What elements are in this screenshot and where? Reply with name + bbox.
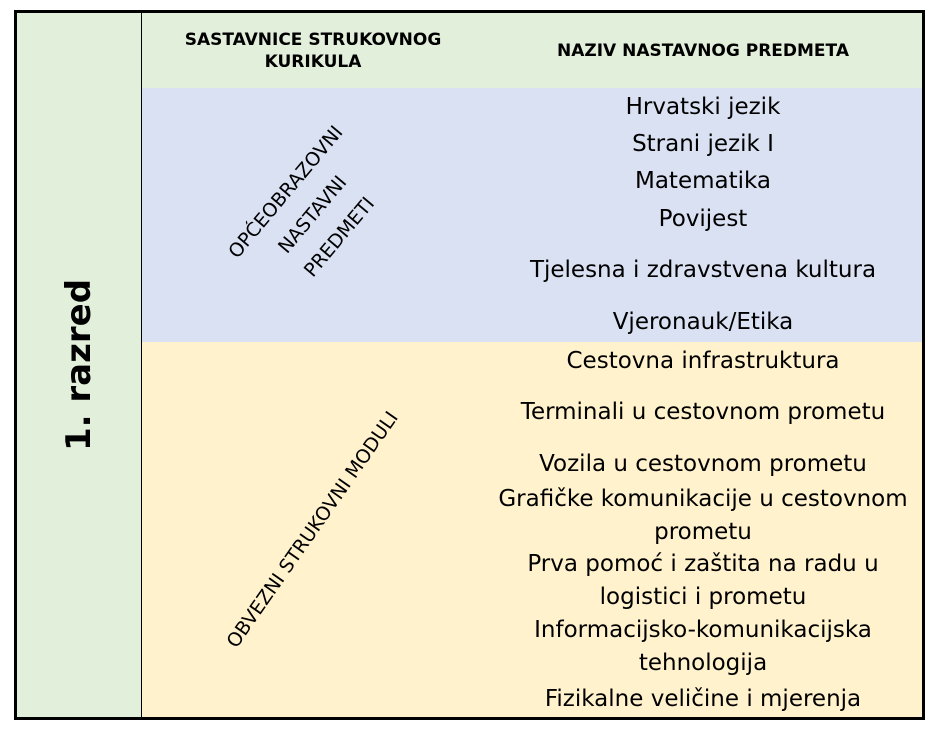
subject-row: Strani jezik I	[484, 126, 925, 164]
subject-row: Terminali u cestovnom prometu	[484, 380, 925, 447]
year-column	[14, 10, 144, 720]
group-general-education	[142, 88, 486, 344]
subject-row: Hrvatski jezik	[484, 88, 925, 128]
subject-row: Fizikalne veličine i mjerenja	[484, 681, 925, 720]
header-subject-name: NAZIV NASTAVNOG PREDMETA	[484, 10, 925, 90]
subject-row: Povijest	[484, 200, 925, 240]
subject-row: Prva pomoć i zaštita na radu u logistici i prometu	[484, 548, 925, 615]
subject-row: Matematika	[484, 162, 925, 202]
subject-row: Informacijsko-komunikacijska tehnologija	[484, 613, 925, 683]
year-label: 1. razred	[59, 278, 99, 452]
subject-row: Grafičke komunikacije u cestovnom prometu	[484, 483, 925, 550]
header-curriculum-components: SASTAVNICE STRUKOVNOG KURIKULA	[142, 10, 486, 90]
subject-row: Vozila u cestovnom prometu	[484, 445, 925, 485]
group-label-mandatory-modules: OBVEZNI STRUKOVNI MODULI	[222, 406, 403, 652]
subject-row: Cestovna infrastruktura	[484, 342, 925, 382]
group-label-general-education: OPĆEOBRAZOVNI NASTAVNI PREDMETI	[224, 121, 380, 282]
subject-row: Vjeronauk/Etika	[484, 303, 925, 344]
subject-row: Tjelesna i zdravstvena kultura	[484, 238, 925, 305]
group-mandatory-modules	[142, 342, 486, 720]
